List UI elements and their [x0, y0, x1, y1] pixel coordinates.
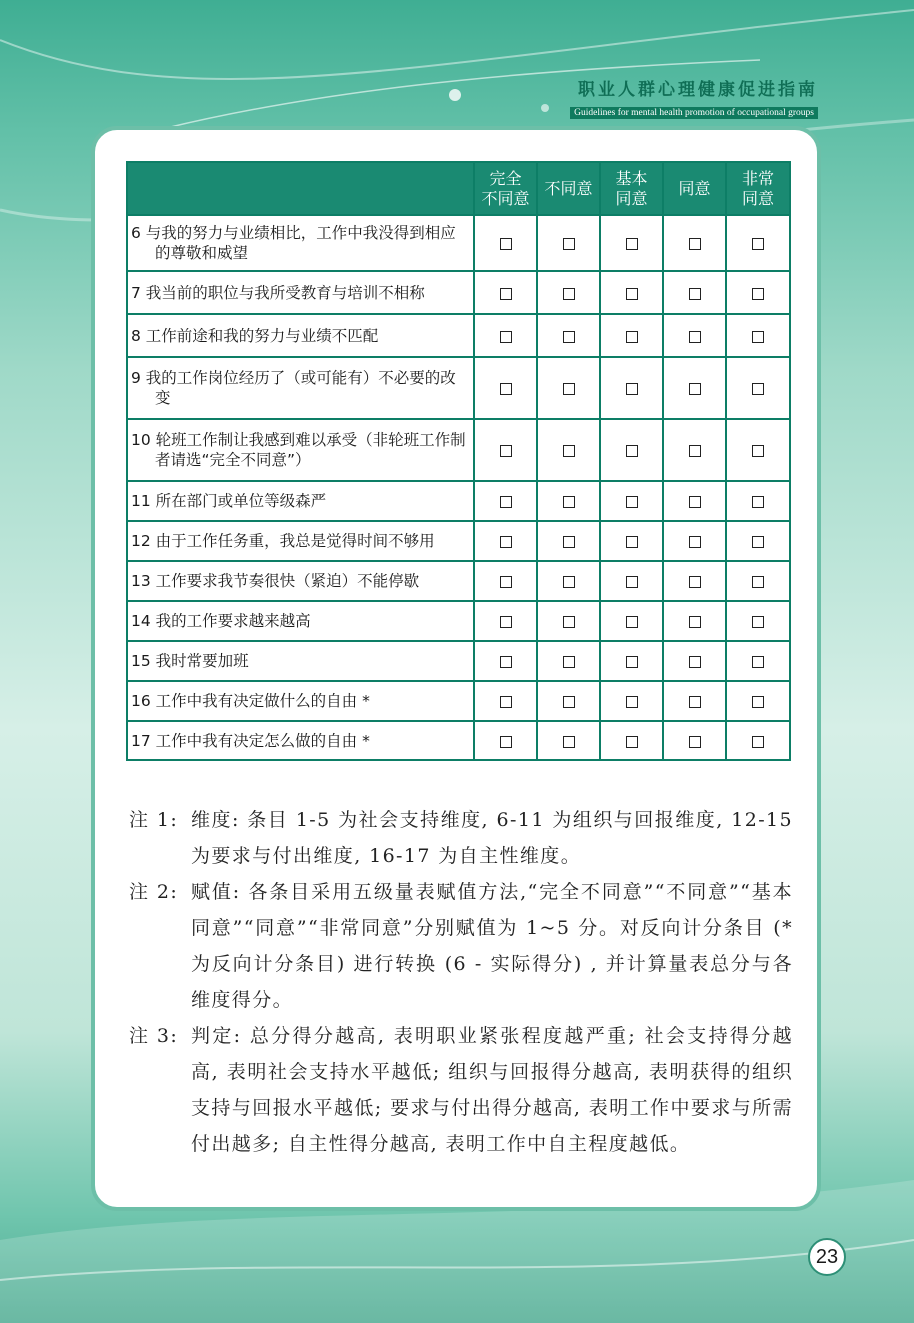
- option-checkbox[interactable]: [500, 736, 512, 748]
- option-checkbox[interactable]: [500, 445, 512, 457]
- option-checkbox[interactable]: [689, 536, 701, 548]
- option-cell: [537, 419, 600, 481]
- page-header: [570, 75, 818, 119]
- option-checkbox[interactable]: [563, 656, 575, 668]
- option-checkbox[interactable]: [500, 576, 512, 588]
- option-checkbox[interactable]: [689, 496, 701, 508]
- option-cell: [663, 521, 726, 561]
- item-cell: [127, 357, 474, 419]
- header-subtitle: Guidelines for mental health promotion of occupational groups: [570, 107, 818, 119]
- table-row: [127, 641, 790, 681]
- item-cell: [127, 419, 474, 481]
- option-cell: [600, 641, 663, 681]
- option-checkbox[interactable]: [563, 331, 575, 343]
- option-checkbox[interactable]: [752, 656, 764, 668]
- item-label: 10 轮班工作制让我感到难以承受（非轮班工作制者请选“完全不同意”）: [131, 431, 466, 469]
- table-row: [127, 271, 790, 314]
- item-cell: [127, 271, 474, 314]
- note-label: 注 1:: [129, 809, 179, 831]
- item-cell: [127, 641, 474, 681]
- table-row: [127, 481, 790, 521]
- option-checkbox[interactable]: [626, 383, 638, 395]
- option-cell: [663, 215, 726, 271]
- option-cell: [600, 271, 663, 314]
- option-cell: [474, 314, 537, 357]
- option-cell: [537, 721, 600, 760]
- option-cell: [537, 481, 600, 521]
- option-checkbox[interactable]: [689, 656, 701, 668]
- option-cell: [474, 721, 537, 760]
- option-checkbox[interactable]: [500, 331, 512, 343]
- notes-section: [129, 802, 793, 1162]
- option-checkbox[interactable]: [752, 445, 764, 457]
- questionnaire-table: [126, 161, 791, 761]
- option-checkbox[interactable]: [500, 288, 512, 300]
- option-checkbox[interactable]: [752, 736, 764, 748]
- option-cell: [726, 271, 790, 314]
- option-cell: [537, 641, 600, 681]
- header-cell-basically-agree: 基本 同意: [600, 162, 663, 215]
- note-label: 注 2:: [129, 881, 179, 903]
- table-row: [127, 681, 790, 721]
- option-checkbox[interactable]: [563, 496, 575, 508]
- table-row: [127, 521, 790, 561]
- note-label: 注 3:: [129, 1025, 179, 1047]
- option-cell: [663, 481, 726, 521]
- table-body: [127, 215, 790, 760]
- option-cell: [726, 521, 790, 561]
- option-cell: [663, 681, 726, 721]
- option-checkbox[interactable]: [689, 616, 701, 628]
- table-row: [127, 357, 790, 419]
- item-label: 15 我时常要加班: [131, 652, 249, 670]
- option-checkbox[interactable]: [563, 736, 575, 748]
- page-number: 23: [808, 1238, 846, 1276]
- table-row: [127, 561, 790, 601]
- option-cell: [474, 357, 537, 419]
- option-cell: [537, 271, 600, 314]
- option-cell: [474, 681, 537, 721]
- option-cell: [600, 561, 663, 601]
- option-cell: [726, 561, 790, 601]
- option-cell: [726, 641, 790, 681]
- option-checkbox[interactable]: [626, 445, 638, 457]
- item-label: 14 我的工作要求越来越高: [131, 612, 311, 630]
- option-cell: [474, 601, 537, 641]
- option-checkbox[interactable]: [689, 736, 701, 748]
- option-checkbox[interactable]: [626, 736, 638, 748]
- option-cell: [474, 481, 537, 521]
- note-1: [129, 802, 793, 874]
- option-checkbox[interactable]: [563, 536, 575, 548]
- item-cell: [127, 601, 474, 641]
- option-checkbox[interactable]: [752, 331, 764, 343]
- option-checkbox[interactable]: [563, 238, 575, 250]
- table-row: [127, 314, 790, 357]
- option-cell: [537, 561, 600, 601]
- option-checkbox[interactable]: [689, 288, 701, 300]
- option-cell: [600, 481, 663, 521]
- item-label: 16 工作中我有决定做什么的自由 *: [131, 692, 370, 710]
- option-cell: [600, 357, 663, 419]
- item-label: 12 由于工作任务重，我总是觉得时间不够用: [131, 532, 435, 550]
- item-label: 6 与我的努力与业绩相比，工作中我没得到相应的尊敬和威望: [131, 224, 456, 262]
- option-checkbox[interactable]: [500, 536, 512, 548]
- option-checkbox[interactable]: [752, 576, 764, 588]
- header-cell-agree: 同意: [663, 162, 726, 215]
- option-checkbox[interactable]: [689, 383, 701, 395]
- option-cell: [600, 601, 663, 641]
- content-card: [91, 126, 821, 1211]
- item-cell: [127, 561, 474, 601]
- option-cell: [726, 481, 790, 521]
- option-cell: [726, 357, 790, 419]
- option-checkbox[interactable]: [626, 696, 638, 708]
- option-cell: [537, 215, 600, 271]
- item-cell: [127, 481, 474, 521]
- option-checkbox[interactable]: [563, 616, 575, 628]
- option-cell: [474, 641, 537, 681]
- option-cell: [600, 419, 663, 481]
- option-cell: [726, 419, 790, 481]
- option-checkbox[interactable]: [626, 656, 638, 668]
- option-checkbox[interactable]: [689, 331, 701, 343]
- option-cell: [537, 681, 600, 721]
- option-cell: [663, 419, 726, 481]
- option-cell: [474, 419, 537, 481]
- option-cell: [474, 561, 537, 601]
- item-label: 17 工作中我有决定怎么做的自由 *: [131, 731, 370, 750]
- item-cell: [127, 721, 474, 760]
- item-cell: [127, 681, 474, 721]
- option-cell: [600, 314, 663, 357]
- item-label: 8 工作前途和我的努力与业绩不匹配: [131, 326, 379, 345]
- table-header-row: [127, 162, 790, 215]
- option-checkbox[interactable]: [563, 445, 575, 457]
- option-cell: [537, 314, 600, 357]
- option-checkbox[interactable]: [689, 238, 701, 250]
- option-cell: [663, 314, 726, 357]
- option-cell: [474, 521, 537, 561]
- header-cell-disagree: 不同意: [537, 162, 600, 215]
- option-checkbox[interactable]: [752, 696, 764, 708]
- option-cell: [663, 601, 726, 641]
- option-checkbox[interactable]: [563, 383, 575, 395]
- option-cell: [726, 601, 790, 641]
- option-cell: [726, 215, 790, 271]
- option-cell: [663, 721, 726, 760]
- option-cell: [663, 271, 726, 314]
- table-row: [127, 601, 790, 641]
- option-cell: [474, 271, 537, 314]
- note-text: 判定: 总分得分越高, 表明职业紧张程度越严重; 社会支持得分越高, 表明社会支持水平越低; 组织与回报得分越高, 表明获得的组织支持与回报水平越低; 要求与付出得分越高, 表明工作中要求与所需付出越多; 自主性得分越高, 表明工作中自主程度越低。: [191, 1025, 793, 1155]
- option-checkbox[interactable]: [500, 616, 512, 628]
- option-cell: [474, 215, 537, 271]
- option-checkbox[interactable]: [500, 696, 512, 708]
- option-checkbox[interactable]: [626, 331, 638, 343]
- option-cell: [726, 681, 790, 721]
- item-label: 7 我当前的职位与我所受教育与培训不相称: [131, 283, 425, 302]
- option-cell: [726, 314, 790, 357]
- option-checkbox[interactable]: [752, 383, 764, 395]
- option-cell: [663, 357, 726, 419]
- header-title: 职业人群心理健康促进指南: [578, 80, 818, 100]
- option-checkbox[interactable]: [752, 616, 764, 628]
- option-checkbox[interactable]: [752, 496, 764, 508]
- item-label: 11 所在部门或单位等级森严: [131, 492, 327, 510]
- header-cell-strongly-agree: 非常 同意: [726, 162, 790, 215]
- note-2: [129, 874, 793, 1018]
- option-checkbox[interactable]: [752, 288, 764, 300]
- option-checkbox[interactable]: [563, 288, 575, 300]
- option-cell: [537, 601, 600, 641]
- table-row: [127, 215, 790, 271]
- item-cell: [127, 314, 474, 357]
- option-checkbox[interactable]: [500, 656, 512, 668]
- header-cell-item: [127, 162, 474, 215]
- table-row: [127, 721, 790, 760]
- option-checkbox[interactable]: [563, 576, 575, 588]
- option-checkbox[interactable]: [626, 496, 638, 508]
- option-checkbox[interactable]: [689, 696, 701, 708]
- item-cell: [127, 215, 474, 271]
- table-row: [127, 419, 790, 481]
- note-text: 维度: 条目 1-5 为社会支持维度, 6-11 为组织与回报维度, 12-15 为要求与付出维度, 16-17 为自主性维度。: [191, 809, 793, 867]
- option-cell: [600, 215, 663, 271]
- option-checkbox[interactable]: [626, 616, 638, 628]
- option-checkbox[interactable]: [626, 576, 638, 588]
- option-checkbox[interactable]: [689, 576, 701, 588]
- option-checkbox[interactable]: [626, 288, 638, 300]
- option-checkbox[interactable]: [626, 238, 638, 250]
- note-3: [129, 1018, 793, 1162]
- option-cell: [600, 681, 663, 721]
- item-label: 9 我的工作岗位经历了（或可能有）不必要的改变: [131, 369, 456, 407]
- option-checkbox[interactable]: [500, 496, 512, 508]
- option-cell: [726, 721, 790, 760]
- item-cell: [127, 521, 474, 561]
- note-text: 赋值: 各条目采用五级量表赋值方法,“完全不同意”“不同意”“基本同意”“同意”“非常同意”分别赋值为 1~5 分。对反向计分条目 (* 为反向计分条目) 进行转换 (6 - 实际得分) , 并计算量表总分与各维度得分。: [191, 881, 793, 1011]
- option-cell: [600, 721, 663, 760]
- option-cell: [537, 521, 600, 561]
- option-checkbox[interactable]: [689, 445, 701, 457]
- option-checkbox[interactable]: [626, 536, 638, 548]
- option-cell: [537, 357, 600, 419]
- header-cell-strongly-disagree: 完全 不同意: [474, 162, 537, 215]
- option-checkbox[interactable]: [500, 383, 512, 395]
- option-cell: [663, 561, 726, 601]
- option-checkbox[interactable]: [752, 238, 764, 250]
- option-checkbox[interactable]: [752, 536, 764, 548]
- option-checkbox[interactable]: [563, 696, 575, 708]
- option-checkbox[interactable]: [500, 238, 512, 250]
- item-label: 13 工作要求我节奏很快（紧迫）不能停歇: [131, 572, 420, 590]
- option-cell: [663, 641, 726, 681]
- option-cell: [600, 521, 663, 561]
